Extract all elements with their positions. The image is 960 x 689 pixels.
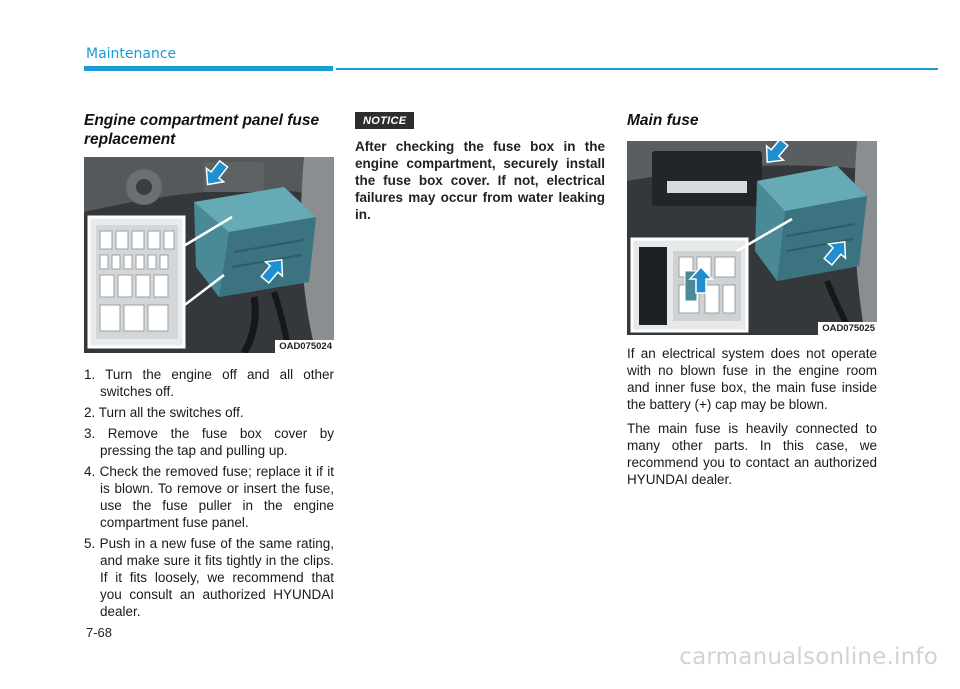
engine-compartment-illustration: [84, 157, 334, 353]
heading-fuse-replacement: Engine compartment panel fuse replacement: [84, 112, 320, 148]
main-fuse-illustration: [627, 141, 877, 335]
column-fuse-replacement: [84, 108, 334, 624]
step-item: 4. Check the removed fuse; replace it if it is blown. To remove or insert the fuse, use the fuse puller in the engine compartment fuse panel.: [84, 464, 334, 530]
main-fuse-paragraph: The main fuse is heavily connected to many other parts. In this case, we recommend you to contact an authorized HYUNDAI dealer.: [627, 421, 877, 487]
step-item: 2. Turn all the switches off.: [84, 405, 244, 420]
steps-list: [84, 366, 334, 620]
watermark: carmanualsonline.info: [679, 644, 938, 670]
column-main-fuse: [627, 108, 877, 495]
heading-main-fuse: Main fuse: [627, 112, 699, 129]
header-rule-thick: [84, 66, 333, 71]
main-fuse-paragraph: If an electrical system does not operate with no blown fuse in the engine room and inner fuse box, the main fuse inside the battery (+) cap may be blown.: [627, 346, 877, 412]
step-item: 3. Remove the fuse box cover by pressing the tap and pulling up.: [84, 426, 334, 458]
notice-text: After checking the fuse box in the engine compartment, securely install the fuse box cover. If not, electrical failures may occur from water leaking in.: [355, 139, 605, 222]
figure-code: OAD075024: [275, 340, 334, 353]
notice-badge: NOTICE: [355, 112, 414, 129]
figure-code: OAD075025: [818, 322, 877, 335]
header-rule-thin: [336, 68, 938, 70]
figure-main-fuse: [627, 141, 877, 335]
section-title: Maintenance: [86, 46, 177, 62]
step-item: 5. Push in a new fuse of the same rating, and make sure it fits tightly in the clips. If it fits loosely, we recommend that you consult an authorized HYUNDAI dealer.: [84, 536, 334, 619]
page-number: 7-68: [86, 625, 113, 640]
figure-engine-fuse-box: [84, 157, 334, 353]
step-item: 1. Turn the engine off and all other switches off.: [84, 367, 334, 399]
column-notice: [355, 108, 605, 223]
